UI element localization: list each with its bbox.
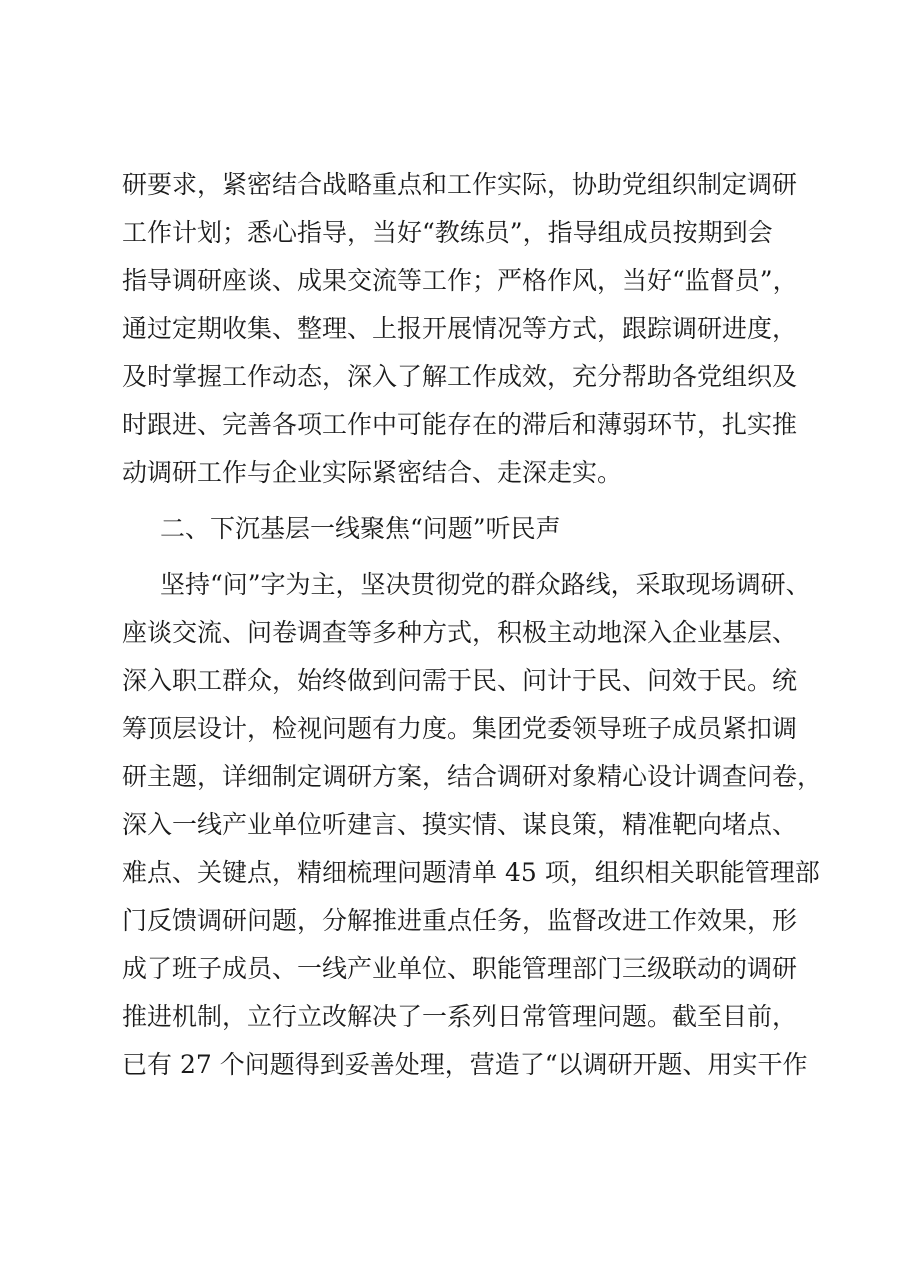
body-text-line: 深入一线产业单位听建言、摸实情、谋良策，精准靶向堵点、 [122,810,798,839]
body-text-line: 深入职工群众，始终做到问需于民、问计于民、问效于民。统 [122,666,798,695]
body-text-line: 座谈交流、问卷调查等多种方式，积极主动地深入企业基层、 [122,618,798,647]
body-text-line: 坚持“问”字为主，坚决贯彻党的群众路线，采取现场调研、 [160,570,811,599]
body-text-line: 成了班子成员、一线产业单位、职能管理部门三级联动的调研 [122,954,798,983]
body-text-line: 及时掌握工作动态，深入了解工作成效，充分帮助各党组织及 [122,362,798,391]
body-text-line: 时跟进、完善各项工作中可能存在的滞后和薄弱环节，扎实推 [122,410,798,439]
body-text-line: 推进机制，立行立改解决了一系列日常管理问题。截至目前， [122,1002,798,1031]
body-text-line: 研主题，详细制定调研方案，结合调研对象精心设计调查问卷， [122,762,823,791]
body-text-line: 工作计划；悉心指导，当好“教练员”，指导组成员按期到会 [122,218,773,247]
body-text-line: 难点、关键点，精细梳理问题清单 45 项，组织相关职能管理部 [122,858,820,887]
body-text-line: 研要求，紧密结合战略重点和工作实际，协助党组织制定调研 [122,170,798,199]
section-heading: 二、下沉基层一线聚焦“问题”听民声 [160,514,561,543]
body-text-line: 动调研工作与企业实际紧密结合、走深走实。 [122,458,623,487]
body-text-line: 已有 27 个问题得到妥善处理，营造了“以调研开题、用实干作 [122,1050,808,1079]
body-text-line: 门反馈调研问题，分解推进重点任务，监督改进工作效果，形 [122,906,798,935]
body-text-line: 筹顶层设计，检视问题有力度。集团党委领导班子成员紧扣调 [122,714,798,743]
body-text-line: 指导调研座谈、成果交流等工作；严格作风，当好“监督员”， [122,266,798,295]
body-text-line: 通过定期收集、整理、上报开展情况等方式，跟踪调研进度， [122,314,798,343]
